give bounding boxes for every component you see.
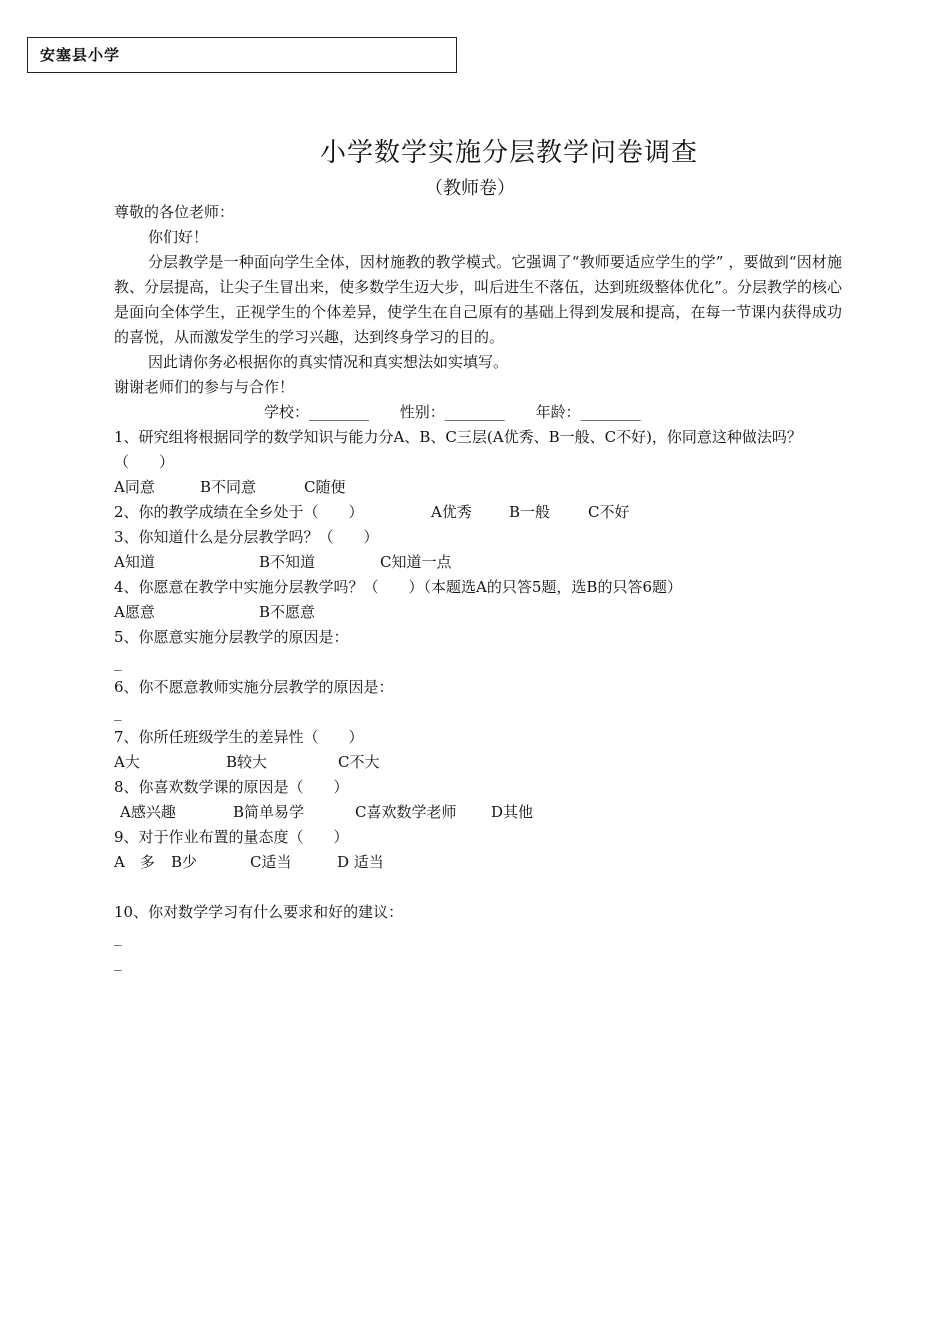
gender-field[interactable]: 性别：________ <box>399 403 505 421</box>
question-1-options <box>114 475 842 500</box>
option-a[interactable]: A愿意 <box>114 603 155 621</box>
hello-line: 你们好！ <box>148 228 209 246</box>
question-10-answer-blank-2[interactable]: _ <box>114 953 122 971</box>
greeting: 尊敬的各位老师： <box>114 203 235 221</box>
school-field[interactable]: 学校：________ <box>264 403 370 421</box>
spacer <box>114 875 842 900</box>
option-d[interactable]: D 适当 <box>337 853 384 871</box>
option-c[interactable]: C不大 <box>338 753 380 771</box>
question-9-options <box>114 850 842 875</box>
option-a[interactable]: A感兴趣 <box>120 803 176 821</box>
option-b[interactable]: B不愿意 <box>259 603 316 621</box>
question-8-options <box>114 800 842 825</box>
option-c[interactable]: C喜欢数学老师 <box>355 803 457 821</box>
option-b[interactable]: B不知道 <box>259 553 316 571</box>
question-2: 2、你的教学成绩在全乡处于（ ） <box>114 503 364 521</box>
info-row <box>114 400 842 425</box>
school-header-box <box>27 37 457 73</box>
option-b[interactable]: B一般 <box>509 503 551 521</box>
questionnaire-body <box>114 200 842 975</box>
option-c[interactable]: C知道一点 <box>380 553 452 571</box>
question-5-answer-blank[interactable]: _ <box>114 653 122 671</box>
option-b[interactable]: B较大 <box>226 753 268 771</box>
question-10-answer-blank-1[interactable]: _ <box>114 928 122 946</box>
option-d[interactable]: D其他 <box>491 803 534 821</box>
question-4-options <box>114 600 842 625</box>
question-1-answer-paren[interactable]: （ ） <box>114 453 175 471</box>
option-b[interactable]: B不同意 <box>200 478 257 496</box>
question-6: 6、你不愿意教师实施分层教学的原因是： <box>114 678 394 696</box>
question-7-options <box>114 750 842 775</box>
school-name: 安塞县小学 <box>40 46 121 64</box>
option-a[interactable]: A优秀 <box>431 503 472 521</box>
option-a[interactable]: A大 <box>114 753 140 771</box>
question-3: 3、你知道什么是分层教学吗？（ ） <box>114 528 379 546</box>
option-b[interactable]: B简单易学 <box>233 803 305 821</box>
option-a[interactable]: A 多 <box>114 853 155 871</box>
option-c[interactable]: C适当 <box>250 853 292 871</box>
question-1: 1、研究组将根据同学的数学知识与能力分A、B、C三层(A优秀、B一般、C不好)，你同意这种做法吗？ <box>114 428 802 446</box>
question-4: 4、你愿意在教学中实施分层教学吗？（ ）（本题选A的只答5题，选B的只答6题） <box>114 578 682 596</box>
intro-paragraph: 分层教学是一种面向学生全体，因材施教的教学模式。它强调了“教师要适应学生的学” ，要做到“因材施教、分层提高，让尖子生冒出来，使多数学生迈大步，叫后进生不落伍，达到班级整体优化”。分层教学的核心是面向全体学生，正视学生的个体差异，使学生在自己原有的基础上得到发展和提高，在每一节课内获得成功的喜悦，从而激发学生的学习兴趣，达到终身学习的目的。 <box>114 253 842 346</box>
thanks-line: 谢谢老师们的参与与合作！ <box>114 378 295 396</box>
question-2-row <box>114 500 842 525</box>
option-a[interactable]: A同意 <box>114 478 155 496</box>
question-10: 10、你对数学学习有什么要求和好的建议： <box>114 903 404 921</box>
question-6-answer-blank[interactable]: _ <box>114 703 122 721</box>
question-3-options <box>114 550 842 575</box>
request-line: 因此请你务必根据你的真实情况和真实想法如实填写。 <box>148 353 509 371</box>
question-7: 7、你所任班级学生的差异性（ ） <box>114 728 364 746</box>
question-9: 9、对于作业布置的量态度（ ） <box>114 828 349 846</box>
option-c[interactable]: C不好 <box>588 503 630 521</box>
question-5: 5、你愿意实施分层教学的原因是： <box>114 628 349 646</box>
option-c[interactable]: C随便 <box>304 478 346 496</box>
page-title: 小学数学实施分层教学问卷调查 <box>320 138 699 168</box>
age-field[interactable]: 年龄：________ <box>535 403 641 421</box>
page-subtitle: （教师卷） <box>425 178 515 199</box>
option-a[interactable]: A知道 <box>114 553 155 571</box>
question-8: 8、你喜欢数学课的原因是（ ） <box>114 778 349 796</box>
option-b[interactable]: B少 <box>171 853 198 871</box>
